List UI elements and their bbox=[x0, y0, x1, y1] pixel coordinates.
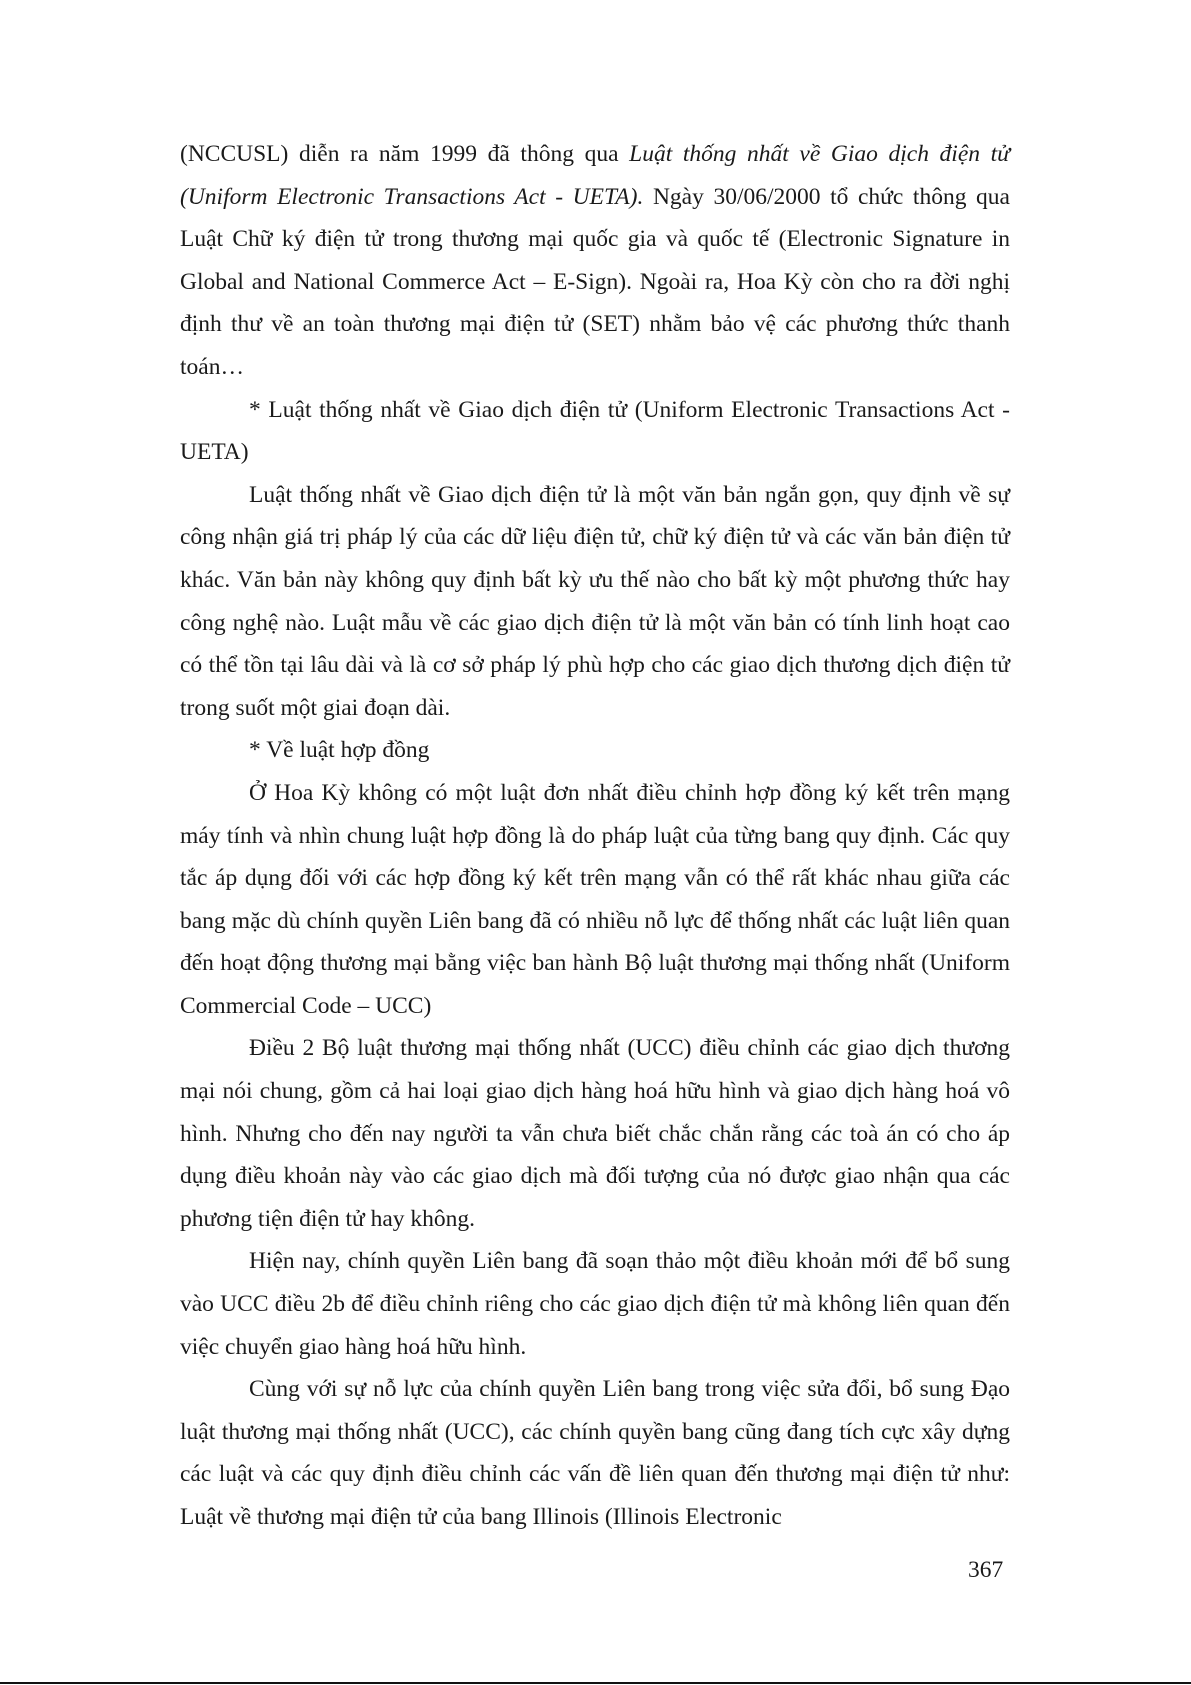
section-heading-ueta: * Luật thống nhất về Giao dịch điện tử (Uniform Electronic Transactions Act - UETA) bbox=[180, 396, 1010, 466]
paragraph-ucc-article-2: Điều 2 Bộ luật thương mại thống nhất (UCC) điều chỉnh các giao dịch thương mại nói chung, gồm cả hai loại giao dịch hàng hoá hữu hình và giao dịch hàng hoá vô hình. Nhưng cho đến nay người ta vẫn chưa biết chắc chắn rằng các toà án có cho áp dụng điều khoản này vào các giao dịch mà đối tượng của nó được giao nhận qua các phương tiện điện tử hay không. bbox=[180, 1035, 1010, 1232]
page-number: 367 bbox=[968, 1557, 1004, 1583]
paragraph-contract-law: Ở Hoa Kỳ không có một luật đơn nhất điều chỉnh hợp đồng ký kết trên mạng máy tính và nhìn chung luật hợp đồng là do pháp luật của từng bang quy định. Các quy tắc áp dụng đối với các hợp đồng ký kết trên mạng vẫn có thể rất khác nhau giữa các bang mặc dù chính quyền Liên bang đã có nhiều nỗ lực để thống nhất các luật liên quan đến hoạt động thương mại bằng việc ban hành Bộ luật thương mại thống nhất (Uniform Commercial Code – UCC) bbox=[180, 779, 1010, 1019]
ueta-act-title: Luật thống nhất về Giao dịch điện tử (Uniform Electronic Transactions Act - UETA). bbox=[180, 141, 1010, 210]
intro-text-end: Ngày 30/06/2000 tổ chức thông qua Luật Chữ ký điện tử trong thương mại quốc gia và quốc tế (Electronic Signature in Global and National Commerce Act – E-Sign). Ngoài ra, Hoa Kỳ còn cho ra đời nghị định thư về an toàn thương mại điện tử (SET) nhằm bảo vệ các phương thức thanh toán… bbox=[180, 183, 1010, 380]
document-body bbox=[180, 133, 1010, 1539]
intro-text-start: (NCCUSL) diễn ra năm 1999 đã thông qua bbox=[180, 141, 630, 167]
section-heading-contract-law: * Về luật hợp đồng bbox=[249, 737, 430, 764]
paragraph-ueta-description: Luật thống nhất về Giao dịch điện tử là một văn bản ngắn gọn, quy định về sự công nhận giá trị pháp lý của các dữ liệu điện tử, chữ ký điện tử và các văn bản điện tử khác. Văn bản này không quy định bất kỳ ưu thế nào cho bất kỳ một phương thức hay công nghệ nào. Luật mẫu về các giao dịch điện tử là một văn bản có tính linh hoạt cao có thể tồn tại lâu dài và là cơ sở pháp lý phù hợp cho các giao dịch thương dịch điện tử trong suốt một giai đoạn dài. bbox=[180, 481, 1010, 721]
page-bottom-rule bbox=[0, 1682, 1191, 1684]
paragraph-ucc-article-2b: Hiện nay, chính quyền Liên bang đã soạn thảo một điều khoản mới để bổ sung vào UCC điều 2b để điều chỉnh riêng cho các giao dịch điện tử mà không liên quan đến việc chuyển giao hàng hoá hữu hình. bbox=[180, 1248, 1010, 1360]
paragraph-state-laws: Cùng với sự nỗ lực của chính quyền Liên bang trong việc sửa đổi, bổ sung Đạo luật thương mại thống nhất (UCC), các chính quyền bang cũng đang tích cực xây dựng các luật và các quy định điều chỉnh các vấn đề liên quan đến thương mại điện tử như: Luật về thương mại điện tử của bang Illinois (Illinois Electronic bbox=[180, 1376, 1010, 1530]
paragraph-intro bbox=[180, 133, 1010, 389]
